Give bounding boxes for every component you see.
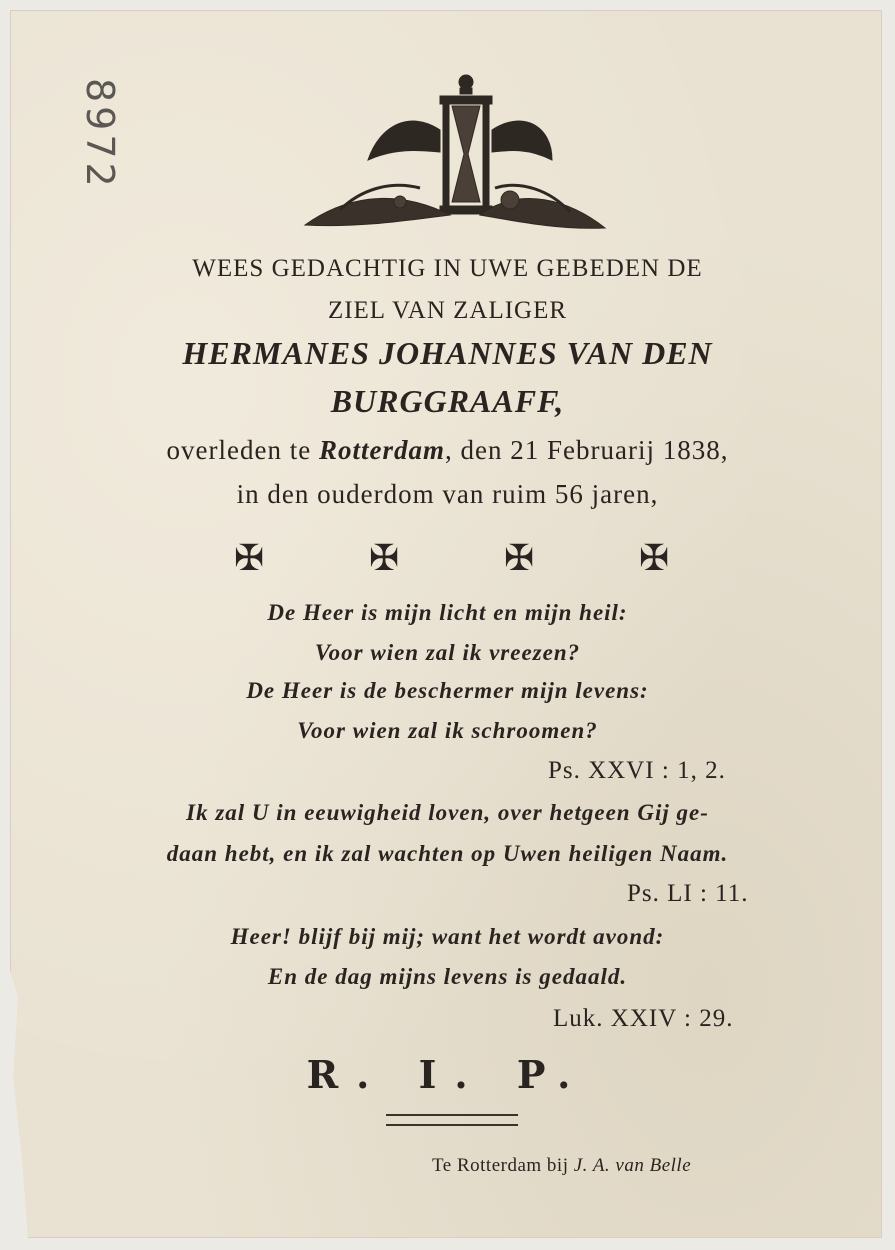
rip-text: R. I. P. [306,1052,589,1097]
death-date-line [0,435,895,466]
heading-line-1: WEES GEDACHTIG IN UWE GEBEDEN DE [192,255,703,282]
hourglass-emblem-icon [300,70,610,235]
printer-imprint [432,1155,691,1177]
verse3-line-1: Heer! blijf bij mij; want het wordt avond: [230,924,665,949]
crosses-row [0,538,895,578]
printer-prefix: Te Rotterdam bij [432,1155,574,1176]
verse-line-3: De Heer is de beschermer mijn levens: [246,678,649,703]
verse-line-4: Voor wien zal ik schroomen? [297,718,598,743]
printer-name: J. A. van Belle [573,1155,692,1176]
heading-line-2: ZIEL VAN ZALIGER [327,297,568,324]
verse-line-1: De Heer is mijn licht en mijn heil: [267,600,628,625]
cross-icon: ✠ [369,538,400,579]
death-place: Rotterdam [318,435,445,465]
scripture-reference-2: Ps. LI : 11. [627,880,749,907]
deceased-name-line-2: BURGGRAAFF, [330,383,565,419]
verse2-line-1: Ik zal U in eeuwigheid loven, over hetgeen Gij ge- [186,800,709,825]
deceased-name-line-1: HERMANES JOHANNES VAN DEN [182,335,713,371]
cross-icon: ✠ [504,538,535,579]
age-line: in den ouderdom van ruim 56 jaren, [236,479,659,509]
scripture-reference-1: Ps. XXVI : 1, 2. [548,757,726,784]
cross-icon: ✠ [639,538,670,579]
decorative-rule [386,1114,518,1126]
cross-icon: ✠ [234,538,265,579]
scripture-reference-3: Luk. XXIV : 29. [553,1005,734,1032]
verse2-line-2: daan hebt, en ik zal wachten op Uwen heiligen Naam. [166,841,729,866]
death-suffix: , den 21 Februarij 1838, [445,435,729,465]
death-prefix: overleden te [166,435,319,465]
handwritten-number: 8972 [78,78,122,191]
verse-line-2: Voor wien zal ik vreezen? [314,640,581,665]
verse3-line-2: En de dag mijns levens is gedaald. [267,964,628,989]
